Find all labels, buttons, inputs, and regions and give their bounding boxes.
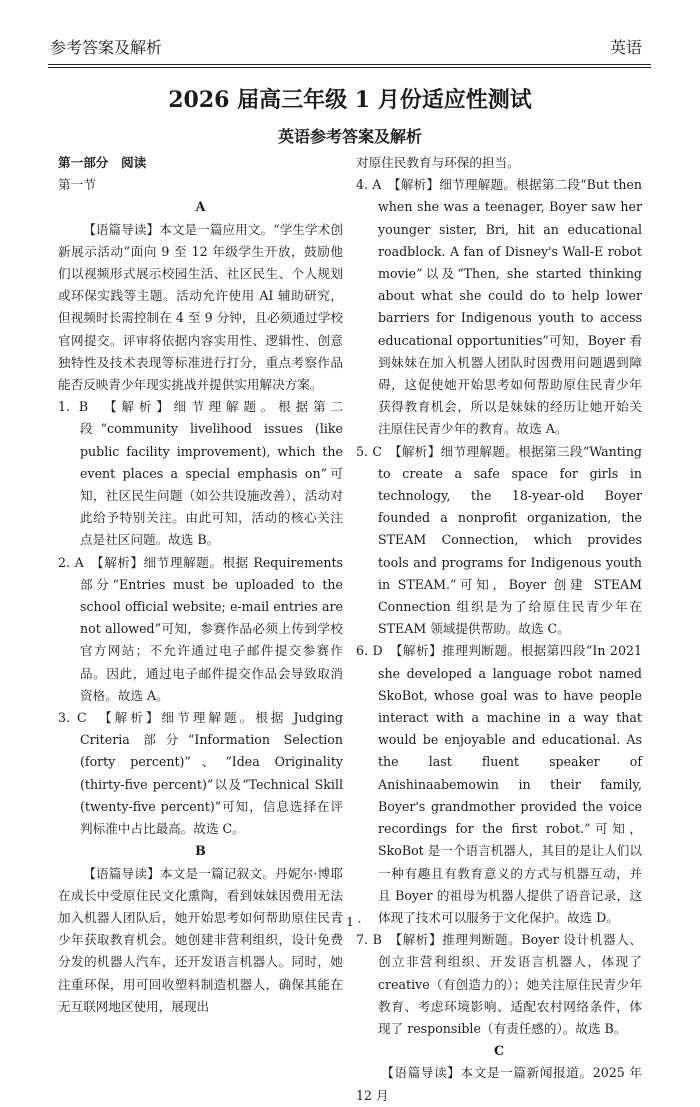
page-subtitle: 英语参考答案及解析 (277, 127, 422, 146)
answer-7: 7. B 【解析】推理判断题。Boyer 设计机器人、创立非营利组织、开发语言机器人，体现了 creative（有创造力的）；她关注原住民青少年教育、考虑环境影响、适配农村网络条件，体现了 responsible（有责任感的）。故选 B。 (356, 932, 642, 1036)
answer-5: 5. C 【解析】细节理解题。根据第三段“Wanting to create a safe space for girls in technology, the 18-year-old Boyer founded a nonprofit organization, the STEAM Connection, which provides tools and programs for Indigenous youth in STEAM.”可知，Boyer 创建 STEAM Connection 组织是为了给原住民青少年在 STEAM 领域提供帮助。故选 C。 (356, 443, 642, 637)
page-title: 2026 届高三年级 1 月份适应性测试 (168, 87, 532, 113)
header-rule-thick (48, 64, 651, 65)
left-column (58, 152, 343, 1018)
running-header-right: 英语 (609, 38, 642, 57)
passage-b-intro: 【语篇导读】本文是一篇记叙文。丹妮尔·博耶在成长中受原住民文化熏陶，看到妹妹因费用无法加入机器人团队后，她开始思考如何帮助原住民青少年获取教育机会。她创建非营利组织，设计免费分发的机器人汽车，还开发语言机器人。同时，她注重环保，用可回收塑料制造机器人，确保其能在无互联网地区使用，展现出 (58, 865, 343, 1014)
passage-c-label: C (493, 1043, 505, 1059)
header-rule-thin (48, 67, 651, 68)
passage-c-intro: 【语篇导读】本文是一篇新闻报道。2025 年 12 月 (356, 1065, 642, 1103)
passage-a-label: A (195, 199, 206, 215)
passage-b-intro-continued: 对原住民教育与环保的担当。 (356, 155, 520, 170)
section-heading: 第一节 (58, 177, 96, 193)
answer-2: 2. A 【解析】细节理解题。根据 Requirements 部分“Entries must be uploaded to the school official website; e-mail entries are not allowed”可知，参赛作品必须上传到学校官方网站；不允许通过电子邮件提交参赛作品。因此，通过电子邮件提交作品会导致取消资格。故选 A。 (58, 554, 343, 703)
answer-6: 6. D 【解析】推理判断题。根据第四段“In 2021 she developed a language robot named SkoBot, whose goal was to have people interact with a machine in a way that would be enjoyable and educational. As the last fluent speaker of Anishinaabemowin in their family, Boyer's grandmother provided the voice recordings for the first robot.”可知，SkoBot 是一个语言机器人，其目的是让人们以一种有趣且有教育意义的方式与机器互动，并且 Boyer 的祖母为机器人提供了语音记录，这体现了技术可以服务于文化保护。故选 D。 (356, 643, 642, 925)
running-header-left: 参考答案及解析 (50, 38, 163, 57)
answer-1: 1. B 【解析】细节理解题。根据第二段“community livelihood issues (like public facility improvement), which the event places a special emphasis on”可知，社区民生问题（如公共设施改善），活动对此给予特别关注。由此可知，活动的核心关注点是社区问题。故选 B。 (58, 399, 343, 548)
passage-b-label: B (195, 843, 206, 859)
answer-3: 3. C 【解析】细节理解题。根据 Judging Criteria 部分“Information Selection (forty percent)”、“Idea Originality (thirty-five percent)”以及“Technical Skill (twenty-five percent)”可知，信息选择在评判标准中占比最高。故选 C。 (58, 710, 343, 837)
page-number: · 1 · (338, 915, 362, 929)
answer-4: 4. A 【解析】细节理解题。根据第二段“But then when she was a teenager, Boyer saw her younger sister, Bri, hit an educational roadblock. A fan of Disney's Wall-E robot movie”以及“Then, she started thinking about what she could do to help lower barriers for Indigenous youth to access educational opportunities”可知，Boyer 看到妹妹在加入机器人团队时因费用问题遇到障碍，这促使她开始思考如何帮助原住民青少年获得教育机会，所以是妹妹的经历让她开始关注原住民青少年的教育。故选 A。 (356, 177, 642, 437)
right-column (356, 152, 642, 1107)
part-heading: 第一部分 阅读 (58, 155, 147, 170)
passage-a-intro: 【语篇导读】本文是一篇应用文。“学生学术创新展示活动”面向 9 至 12 年级学生开放，鼓励他们以视频形式展示校园生活、社区民生、个人规划或环保实践等主题。活动允许使用 AI 辅助研究，但视频时长需控制在 4 至 9 分钟，且必须通过学校官网提交。评审将依据内容实用性、逻辑性、创意独特性及技术表现等标准进行打分，重点考察作品能否反映青少年现实挑战并提供实用解决方案。 (58, 221, 343, 393)
